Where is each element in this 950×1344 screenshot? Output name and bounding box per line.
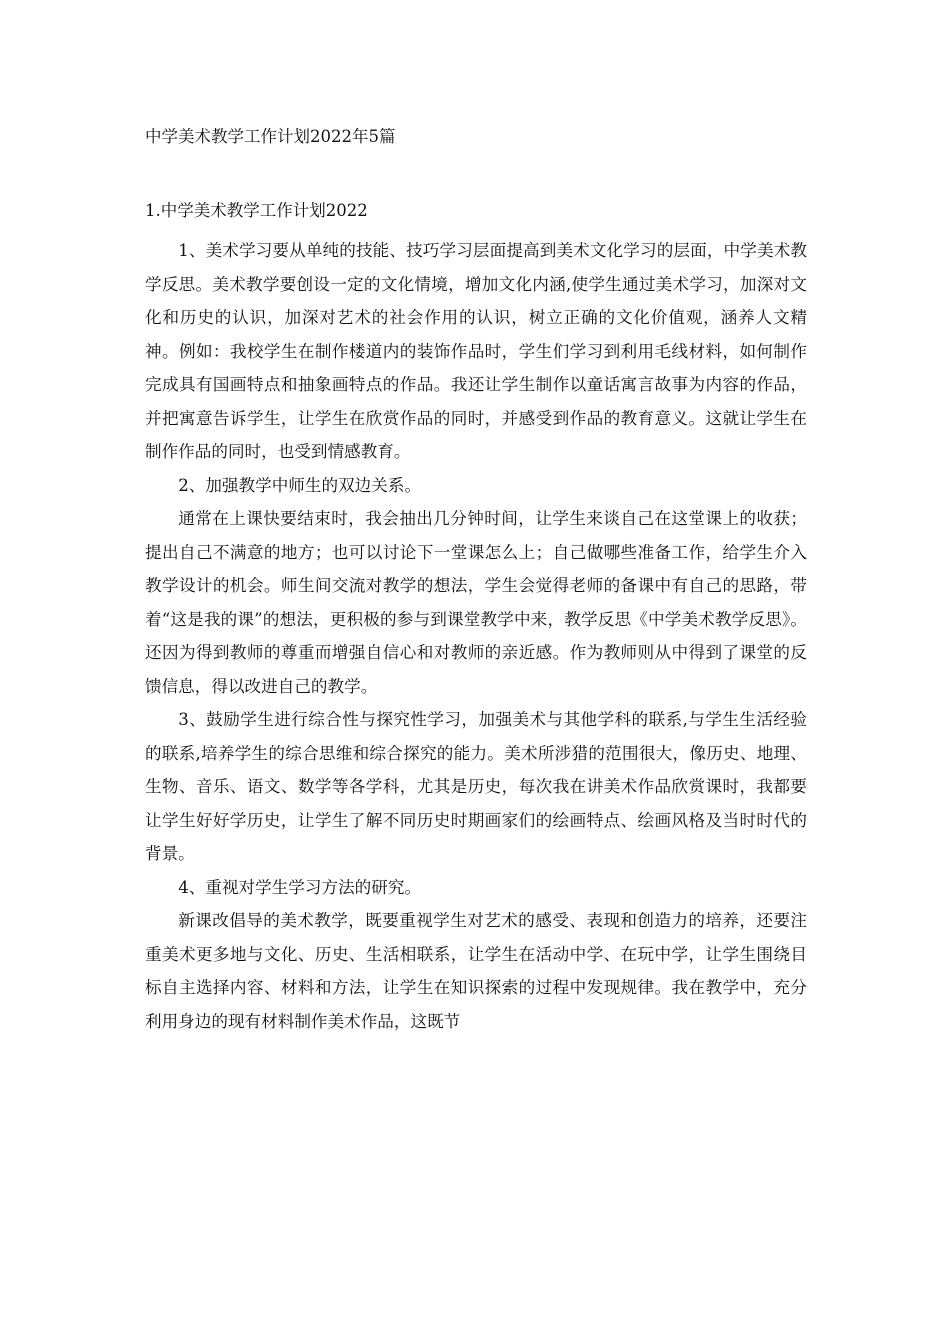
paragraph: 1、美术学习要从单纯的技能、技巧学习层面提高到美术文化学习的层面，中学美术教学反思。美术教学要创设一定的文化情境，增加文化内涵,使学生通过美术学习，加深对文化和历史的认识，加深对艺术的社会作用的认识，树立正确的文化价值观，涵养人文精神。例如：我校学生在制作楼道内的装饰作品时，学生们学习到利用毛线材料，如何制作完成具有国画特点和抽象画特点的作品。我还让学生制作以童话寓言故事为内容的作品，并把寓意告诉学生，让学生在欣赏作品的同时，并感受到作品的教育意义。这就让学生在制作作品的同时，也受到情感教育。 bbox=[145, 241, 807, 461]
document-body bbox=[145, 234, 807, 1038]
document-title: 中学美术教学工作计划2022年5篇 bbox=[145, 127, 396, 146]
paragraph: 4、重视对学生学习方法的研究。 bbox=[178, 877, 422, 897]
paragraph: 3、鼓励学生进行综合性与探究性学习，加强美术与其他学科的联系,与学生生活经验的联系,培养学生的综合思维和综合探究的能力。美术所涉猎的范围很大，像历史、地理、生物、音乐、语文、数学等各学科，尤其是历史，每次我在讲美术作品欣赏课时，我都要让学生好好学历史，让学生了解不同历史时期画家们的绘画特点、绘画风格及当时时代的背景。 bbox=[145, 710, 807, 863]
paragraph: 新课改倡导的美术教学，既要重视学生对艺术的感受、表现和创造力的培养，还要注重美术更多地与文化、历史、生活相联系，让学生在活动中学、在玩中学，让学生围绕目标自主选择内容、材料和方法，让学生在知识探索的过程中发现规律。我在教学中，充分利用身边的现有材料制作美术作品，这既节 bbox=[145, 911, 807, 1031]
section-heading: 1.中学美术教学工作计划2022 bbox=[145, 201, 368, 220]
paragraph: 2、加强教学中师生的双边关系。 bbox=[178, 475, 422, 495]
paragraph: 通常在上课快要结束时，我会抽出几分钟时间，让学生来谈自己在这堂课上的收获；提出自己不满意的地方；也可以讨论下一堂课怎么上；自己做哪些准备工作，给学生介入教学设计的机会。师生间交流对教学的想法，学生会觉得老师的备课中有自己的思路，带着“这是我的课”的想法，更积极的参与到课堂教学中来，教学反思《中学美术教学反思》。还因为得到教师的尊重而增强自信心和对教师的亲近感。作为教师则从中得到了课堂的反馈信息，得以改进自己的教学。 bbox=[145, 509, 807, 696]
